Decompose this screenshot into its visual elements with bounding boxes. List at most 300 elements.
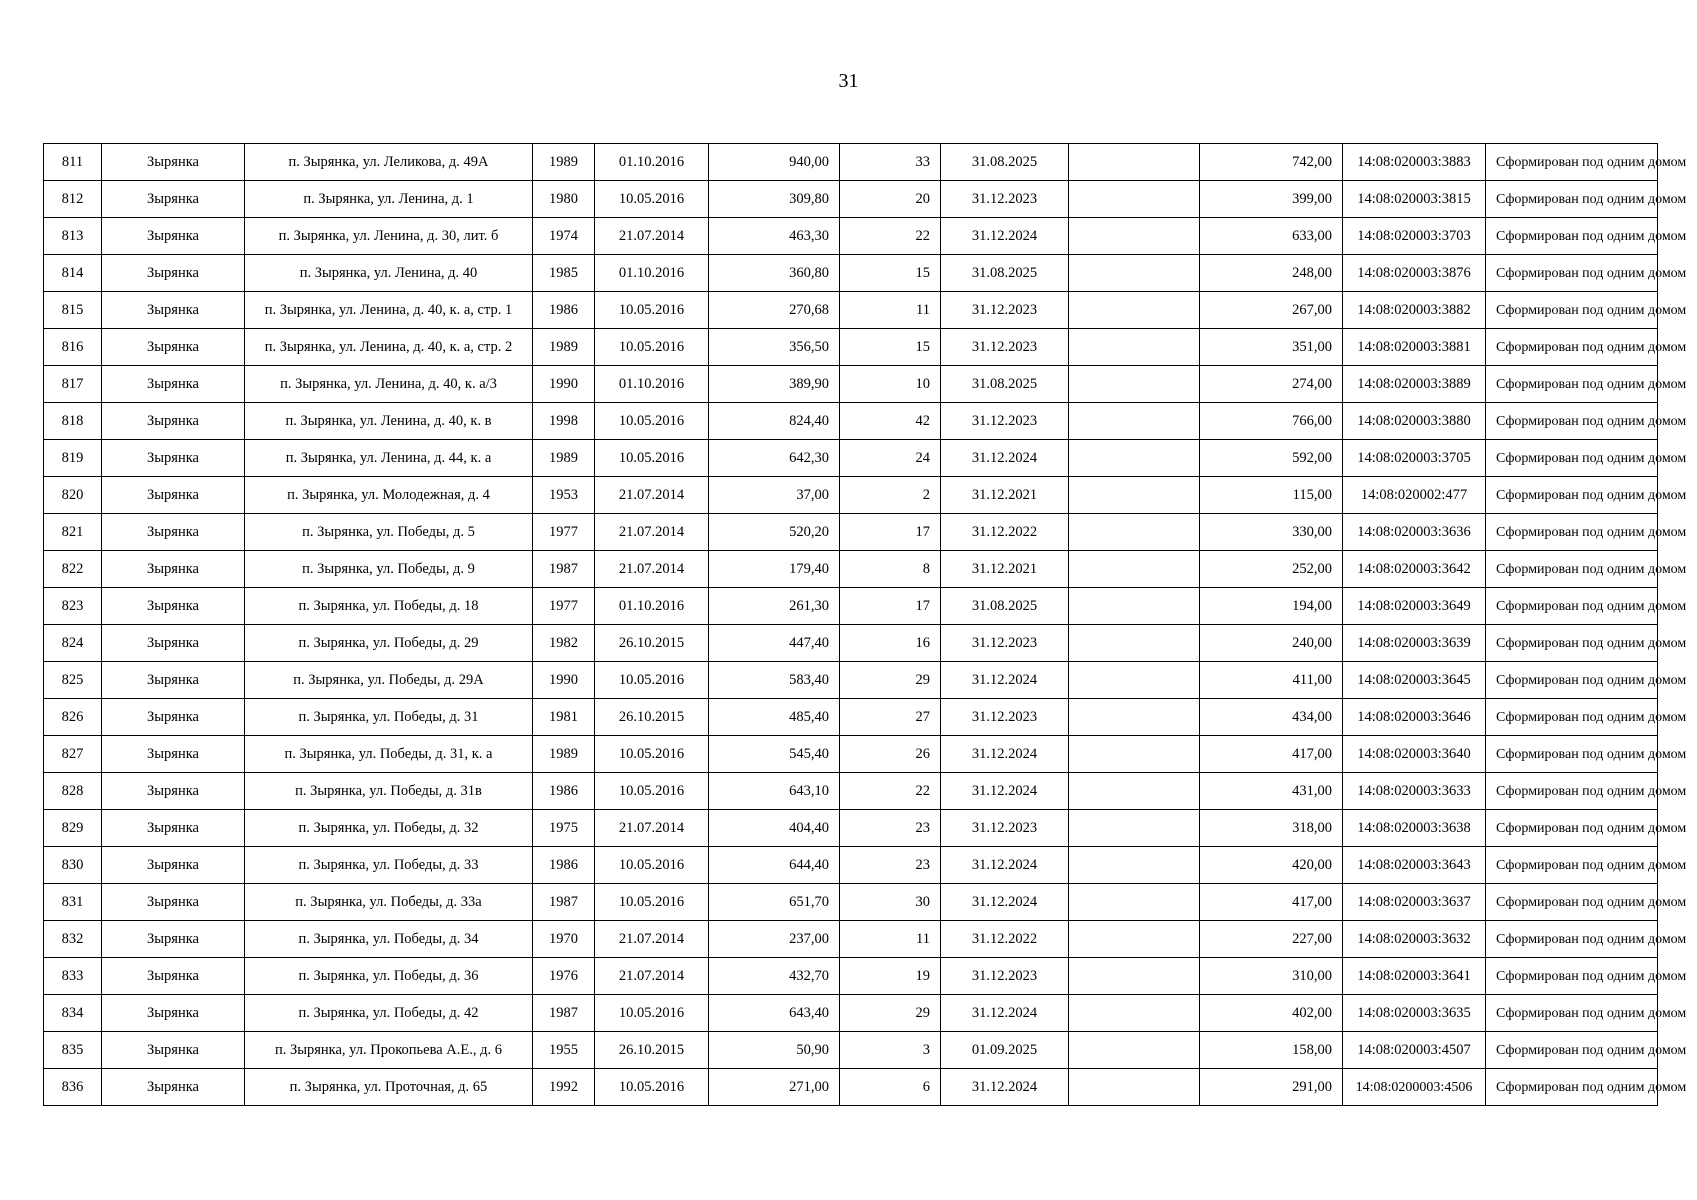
empty-cell <box>1069 884 1200 921</box>
year-cell: 1987 <box>533 884 595 921</box>
cadastral-number-cell: 14:08:020003:3703 <box>1343 218 1486 255</box>
table-row <box>44 588 1658 625</box>
note-cell: Сформирован под одним домом <box>1486 1069 1658 1106</box>
date-cell: 10.05.2016 <box>595 181 709 218</box>
cadastral-number-cell: 14:08:020003:3639 <box>1343 625 1486 662</box>
year-cell: 1986 <box>533 773 595 810</box>
count-cell: 27 <box>840 699 941 736</box>
table-body <box>44 144 1687 1106</box>
row-number: 827 <box>44 736 102 773</box>
cost-cell: 417,00 <box>1200 884 1343 921</box>
note-cell: Сформирован под одним домом <box>1486 181 1658 218</box>
cost-cell: 417,00 <box>1200 736 1343 773</box>
empty-cell <box>1069 144 1200 181</box>
deadline-cell: 31.12.2024 <box>941 1069 1069 1106</box>
count-cell: 20 <box>840 181 941 218</box>
table-row <box>44 366 1658 403</box>
empty-cell <box>1069 218 1200 255</box>
area-cell: 643,40 <box>709 995 840 1032</box>
address-cell: п. Зырянка, ул. Проточная, д. 65 <box>245 1069 533 1106</box>
table-row <box>44 625 1658 662</box>
empty-cell <box>1069 847 1200 884</box>
year-cell: 1976 <box>533 958 595 995</box>
date-cell: 10.05.2016 <box>595 736 709 773</box>
count-cell: 16 <box>840 625 941 662</box>
row-number: 819 <box>44 440 102 477</box>
row-number: 811 <box>44 144 102 181</box>
note-cell: Сформирован под одним домом <box>1486 144 1658 181</box>
address-cell: п. Зырянка, ул. Победы, д. 42 <box>245 995 533 1032</box>
date-cell: 10.05.2016 <box>595 884 709 921</box>
date-cell: 10.05.2016 <box>595 847 709 884</box>
cadastral-number-cell: 14:08:020003:3882 <box>1343 292 1486 329</box>
cost-cell: 420,00 <box>1200 847 1343 884</box>
year-cell: 1982 <box>533 625 595 662</box>
cost-cell: 115,00 <box>1200 477 1343 514</box>
table-row <box>44 1032 1658 1069</box>
year-cell: 1977 <box>533 588 595 625</box>
note-cell: Сформирован под одним домом <box>1486 329 1658 366</box>
table-row <box>44 736 1658 773</box>
locality-cell: Зырянка <box>102 736 245 773</box>
area-cell: 237,00 <box>709 921 840 958</box>
count-cell: 33 <box>840 144 941 181</box>
date-cell: 10.05.2016 <box>595 440 709 477</box>
cost-cell: 592,00 <box>1200 440 1343 477</box>
locality-cell: Зырянка <box>102 958 245 995</box>
address-cell: п. Зырянка, ул. Ленина, д. 40, к. в <box>245 403 533 440</box>
count-cell: 6 <box>840 1069 941 1106</box>
date-cell: 26.10.2015 <box>595 699 709 736</box>
locality-cell: Зырянка <box>102 699 245 736</box>
cost-cell: 399,00 <box>1200 181 1343 218</box>
date-cell: 10.05.2016 <box>595 292 709 329</box>
area-cell: 271,00 <box>709 1069 840 1106</box>
cadastral-number-cell: 14:08:020003:4507 <box>1343 1032 1486 1069</box>
cost-cell: 411,00 <box>1200 662 1343 699</box>
year-cell: 1981 <box>533 699 595 736</box>
date-cell: 01.10.2016 <box>595 144 709 181</box>
note-cell: Сформирован под одним домом <box>1486 810 1658 847</box>
cadastral-number-cell: 14:08:020003:3889 <box>1343 366 1486 403</box>
year-cell: 1975 <box>533 810 595 847</box>
table-row <box>44 995 1658 1032</box>
count-cell: 23 <box>840 810 941 847</box>
locality-cell: Зырянка <box>102 921 245 958</box>
empty-cell <box>1069 181 1200 218</box>
count-cell: 15 <box>840 329 941 366</box>
empty-cell <box>1069 440 1200 477</box>
address-cell: п. Зырянка, ул. Победы, д. 5 <box>245 514 533 551</box>
note-cell: Сформирован под одним домом <box>1486 255 1658 292</box>
area-cell: 309,80 <box>709 181 840 218</box>
deadline-cell: 31.12.2023 <box>941 403 1069 440</box>
empty-cell <box>1069 1032 1200 1069</box>
year-cell: 1989 <box>533 144 595 181</box>
cadastral-number-cell: 14:08:0200003:4506 <box>1343 1069 1486 1106</box>
address-cell: п. Зырянка, ул. Победы, д. 36 <box>245 958 533 995</box>
empty-cell <box>1069 514 1200 551</box>
date-cell: 01.10.2016 <box>595 588 709 625</box>
address-cell: п. Зырянка, ул. Победы, д. 9 <box>245 551 533 588</box>
note-cell: Сформирован под одним домом <box>1486 625 1658 662</box>
date-cell: 10.05.2016 <box>595 403 709 440</box>
address-cell: п. Зырянка, ул. Ленина, д. 1 <box>245 181 533 218</box>
deadline-cell: 31.12.2024 <box>941 218 1069 255</box>
cadastral-number-cell: 14:08:020003:3638 <box>1343 810 1486 847</box>
cost-cell: 431,00 <box>1200 773 1343 810</box>
area-cell: 824,40 <box>709 403 840 440</box>
empty-cell <box>1069 1069 1200 1106</box>
row-number: 813 <box>44 218 102 255</box>
year-cell: 1989 <box>533 736 595 773</box>
deadline-cell: 31.12.2021 <box>941 551 1069 588</box>
area-cell: 179,40 <box>709 551 840 588</box>
empty-cell <box>1069 329 1200 366</box>
table-row <box>44 1069 1658 1106</box>
area-cell: 545,40 <box>709 736 840 773</box>
date-cell: 21.07.2014 <box>595 958 709 995</box>
note-cell: Сформирован под одним домом <box>1486 884 1658 921</box>
locality-cell: Зырянка <box>102 773 245 810</box>
note-cell: Сформирован под одним домом <box>1486 218 1658 255</box>
date-cell: 21.07.2014 <box>595 514 709 551</box>
empty-cell <box>1069 403 1200 440</box>
cadastral-number-cell: 14:08:020003:3632 <box>1343 921 1486 958</box>
note-cell: Сформирован под одним домом <box>1486 995 1658 1032</box>
address-cell: п. Зырянка, ул. Победы, д. 29 <box>245 625 533 662</box>
address-cell: п. Зырянка, ул. Победы, д. 31 <box>245 699 533 736</box>
year-cell: 1992 <box>533 1069 595 1106</box>
address-cell: п. Зырянка, ул. Ленина, д. 44, к. а <box>245 440 533 477</box>
cadastral-number-cell: 14:08:020003:3649 <box>1343 588 1486 625</box>
date-cell: 21.07.2014 <box>595 810 709 847</box>
deadline-cell: 31.08.2025 <box>941 366 1069 403</box>
count-cell: 30 <box>840 884 941 921</box>
empty-cell <box>1069 255 1200 292</box>
address-cell: п. Зырянка, ул. Ленина, д. 40, к. а, стр. 1 <box>245 292 533 329</box>
empty-cell <box>1069 810 1200 847</box>
date-cell: 01.10.2016 <box>595 255 709 292</box>
cost-cell: 633,00 <box>1200 218 1343 255</box>
locality-cell: Зырянка <box>102 292 245 329</box>
table-row <box>44 144 1658 181</box>
cost-cell: 248,00 <box>1200 255 1343 292</box>
row-number: 822 <box>44 551 102 588</box>
count-cell: 19 <box>840 958 941 995</box>
address-cell: п. Зырянка, ул. Победы, д. 34 <box>245 921 533 958</box>
date-cell: 01.10.2016 <box>595 366 709 403</box>
table-row <box>44 440 1658 477</box>
row-number: 817 <box>44 366 102 403</box>
locality-cell: Зырянка <box>102 329 245 366</box>
note-cell: Сформирован под одним домом <box>1486 551 1658 588</box>
area-cell: 432,70 <box>709 958 840 995</box>
count-cell: 2 <box>840 477 941 514</box>
year-cell: 1998 <box>533 403 595 440</box>
row-number: 816 <box>44 329 102 366</box>
table-row <box>44 218 1658 255</box>
count-cell: 24 <box>840 440 941 477</box>
count-cell: 3 <box>840 1032 941 1069</box>
year-cell: 1989 <box>533 440 595 477</box>
note-cell: Сформирован под одним домом <box>1486 662 1658 699</box>
area-cell: 642,30 <box>709 440 840 477</box>
area-cell: 389,90 <box>709 366 840 403</box>
note-cell: Сформирован под одним домом <box>1486 847 1658 884</box>
count-cell: 10 <box>840 366 941 403</box>
empty-cell <box>1069 625 1200 662</box>
deadline-cell: 31.12.2024 <box>941 773 1069 810</box>
cost-cell: 766,00 <box>1200 403 1343 440</box>
deadline-cell: 31.12.2022 <box>941 921 1069 958</box>
cadastral-number-cell: 14:08:020003:3635 <box>1343 995 1486 1032</box>
row-number: 820 <box>44 477 102 514</box>
locality-cell: Зырянка <box>102 551 245 588</box>
deadline-cell: 31.12.2023 <box>941 181 1069 218</box>
area-cell: 404,40 <box>709 810 840 847</box>
page-number: 31 <box>838 70 859 92</box>
address-cell: п. Зырянка, ул. Леликова, д. 49А <box>245 144 533 181</box>
empty-cell <box>1069 551 1200 588</box>
cost-cell: 274,00 <box>1200 366 1343 403</box>
cadastral-number-cell: 14:08:020003:3643 <box>1343 847 1486 884</box>
count-cell: 22 <box>840 773 941 810</box>
row-number: 825 <box>44 662 102 699</box>
table-row <box>44 329 1658 366</box>
locality-cell: Зырянка <box>102 847 245 884</box>
empty-cell <box>1069 921 1200 958</box>
registry-table <box>43 143 1687 1106</box>
count-cell: 29 <box>840 662 941 699</box>
table-row <box>44 810 1658 847</box>
table-row <box>44 551 1658 588</box>
empty-cell <box>1069 477 1200 514</box>
count-cell: 42 <box>840 403 941 440</box>
note-cell: Сформирован под одним домом <box>1486 958 1658 995</box>
cadastral-number-cell: 14:08:020003:3880 <box>1343 403 1486 440</box>
cadastral-number-cell: 14:08:020003:3636 <box>1343 514 1486 551</box>
count-cell: 26 <box>840 736 941 773</box>
cost-cell: 402,00 <box>1200 995 1343 1032</box>
area-cell: 644,40 <box>709 847 840 884</box>
year-cell: 1987 <box>533 995 595 1032</box>
date-cell: 21.07.2014 <box>595 477 709 514</box>
deadline-cell: 31.12.2024 <box>941 847 1069 884</box>
row-number: 829 <box>44 810 102 847</box>
locality-cell: Зырянка <box>102 1069 245 1106</box>
area-cell: 37,00 <box>709 477 840 514</box>
cadastral-number-cell: 14:08:020003:3883 <box>1343 144 1486 181</box>
area-cell: 356,50 <box>709 329 840 366</box>
cost-cell: 252,00 <box>1200 551 1343 588</box>
address-cell: п. Зырянка, ул. Победы, д. 31в <box>245 773 533 810</box>
year-cell: 1974 <box>533 218 595 255</box>
cost-cell: 330,00 <box>1200 514 1343 551</box>
cost-cell: 240,00 <box>1200 625 1343 662</box>
area-cell: 583,40 <box>709 662 840 699</box>
deadline-cell: 31.12.2024 <box>941 662 1069 699</box>
year-cell: 1986 <box>533 847 595 884</box>
row-number: 831 <box>44 884 102 921</box>
count-cell: 29 <box>840 995 941 1032</box>
address-cell: п. Зырянка, ул. Победы, д. 32 <box>245 810 533 847</box>
cost-cell: 434,00 <box>1200 699 1343 736</box>
year-cell: 1955 <box>533 1032 595 1069</box>
locality-cell: Зырянка <box>102 625 245 662</box>
address-cell: п. Зырянка, ул. Победы, д. 33 <box>245 847 533 884</box>
cadastral-number-cell: 14:08:020003:3645 <box>1343 662 1486 699</box>
cadastral-number-cell: 14:08:020003:3637 <box>1343 884 1486 921</box>
deadline-cell: 31.12.2024 <box>941 995 1069 1032</box>
year-cell: 1990 <box>533 662 595 699</box>
note-cell: Сформирован под одним домом <box>1486 514 1658 551</box>
table-row <box>44 921 1658 958</box>
count-cell: 8 <box>840 551 941 588</box>
cost-cell: 267,00 <box>1200 292 1343 329</box>
deadline-cell: 31.12.2023 <box>941 958 1069 995</box>
address-cell: п. Зырянка, ул. Победы, д. 33а <box>245 884 533 921</box>
address-cell: п. Зырянка, ул. Победы, д. 31, к. а <box>245 736 533 773</box>
year-cell: 1987 <box>533 551 595 588</box>
date-cell: 10.05.2016 <box>595 1069 709 1106</box>
empty-cell <box>1069 773 1200 810</box>
table-row <box>44 292 1658 329</box>
date-cell: 21.07.2014 <box>595 551 709 588</box>
address-cell: п. Зырянка, ул. Ленина, д. 40, к. а, стр. 2 <box>245 329 533 366</box>
count-cell: 11 <box>840 292 941 329</box>
row-number: 830 <box>44 847 102 884</box>
locality-cell: Зырянка <box>102 366 245 403</box>
cadastral-number-cell: 14:08:020003:3640 <box>1343 736 1486 773</box>
locality-cell: Зырянка <box>102 440 245 477</box>
table-row <box>44 773 1658 810</box>
deadline-cell: 31.12.2023 <box>941 625 1069 662</box>
area-cell: 50,90 <box>709 1032 840 1069</box>
cost-cell: 351,00 <box>1200 329 1343 366</box>
locality-cell: Зырянка <box>102 144 245 181</box>
count-cell: 15 <box>840 255 941 292</box>
deadline-cell: 31.12.2024 <box>941 736 1069 773</box>
note-cell: Сформирован под одним домом <box>1486 773 1658 810</box>
cadastral-number-cell: 14:08:020003:3646 <box>1343 699 1486 736</box>
deadline-cell: 31.08.2025 <box>941 255 1069 292</box>
note-cell: Сформирован под одним домом <box>1486 1032 1658 1069</box>
table-row <box>44 699 1658 736</box>
date-cell: 21.07.2014 <box>595 218 709 255</box>
table-row <box>44 181 1658 218</box>
deadline-cell: 31.12.2023 <box>941 329 1069 366</box>
cost-cell: 227,00 <box>1200 921 1343 958</box>
date-cell: 10.05.2016 <box>595 995 709 1032</box>
locality-cell: Зырянка <box>102 514 245 551</box>
area-cell: 520,20 <box>709 514 840 551</box>
row-number: 826 <box>44 699 102 736</box>
empty-cell <box>1069 588 1200 625</box>
note-cell: Сформирован под одним домом <box>1486 921 1658 958</box>
empty-cell <box>1069 699 1200 736</box>
locality-cell: Зырянка <box>102 588 245 625</box>
note-cell: Сформирован под одним домом <box>1486 588 1658 625</box>
cadastral-number-cell: 14:08:020002:477 <box>1343 477 1486 514</box>
locality-cell: Зырянка <box>102 884 245 921</box>
cost-cell: 194,00 <box>1200 588 1343 625</box>
count-cell: 17 <box>840 514 941 551</box>
year-cell: 1977 <box>533 514 595 551</box>
area-cell: 651,70 <box>709 884 840 921</box>
note-cell: Сформирован под одним домом <box>1486 292 1658 329</box>
note-cell: Сформирован под одним домом <box>1486 736 1658 773</box>
table-row <box>44 884 1658 921</box>
date-cell: 10.05.2016 <box>595 773 709 810</box>
count-cell: 11 <box>840 921 941 958</box>
year-cell: 1989 <box>533 329 595 366</box>
deadline-cell: 31.08.2025 <box>941 144 1069 181</box>
row-number: 832 <box>44 921 102 958</box>
empty-cell <box>1069 736 1200 773</box>
table-row <box>44 514 1658 551</box>
note-cell: Сформирован под одним домом <box>1486 699 1658 736</box>
locality-cell: Зырянка <box>102 477 245 514</box>
deadline-cell: 31.12.2023 <box>941 292 1069 329</box>
count-cell: 23 <box>840 847 941 884</box>
cadastral-number-cell: 14:08:020003:3633 <box>1343 773 1486 810</box>
table-row <box>44 477 1658 514</box>
note-cell: Сформирован под одним домом <box>1486 477 1658 514</box>
empty-cell <box>1069 995 1200 1032</box>
year-cell: 1986 <box>533 292 595 329</box>
deadline-cell: 31.12.2024 <box>941 884 1069 921</box>
cadastral-number-cell: 14:08:020003:3641 <box>1343 958 1486 995</box>
area-cell: 447,40 <box>709 625 840 662</box>
count-cell: 17 <box>840 588 941 625</box>
locality-cell: Зырянка <box>102 810 245 847</box>
locality-cell: Зырянка <box>102 218 245 255</box>
note-cell: Сформирован под одним домом <box>1486 366 1658 403</box>
area-cell: 940,00 <box>709 144 840 181</box>
cadastral-number-cell: 14:08:020003:3815 <box>1343 181 1486 218</box>
empty-cell <box>1069 662 1200 699</box>
year-cell: 1985 <box>533 255 595 292</box>
cost-cell: 291,00 <box>1200 1069 1343 1106</box>
year-cell: 1953 <box>533 477 595 514</box>
year-cell: 1970 <box>533 921 595 958</box>
locality-cell: Зырянка <box>102 403 245 440</box>
date-cell: 10.05.2016 <box>595 329 709 366</box>
area-cell: 463,30 <box>709 218 840 255</box>
row-number: 823 <box>44 588 102 625</box>
note-cell: Сформирован под одним домом <box>1486 440 1658 477</box>
count-cell: 22 <box>840 218 941 255</box>
cadastral-number-cell: 14:08:020003:3642 <box>1343 551 1486 588</box>
address-cell: п. Зырянка, ул. Молодежная, д. 4 <box>245 477 533 514</box>
table-row <box>44 847 1658 884</box>
deadline-cell: 31.12.2023 <box>941 810 1069 847</box>
address-cell: п. Зырянка, ул. Ленина, д. 30, лит. б <box>245 218 533 255</box>
date-cell: 10.05.2016 <box>595 662 709 699</box>
year-cell: 1990 <box>533 366 595 403</box>
row-number: 836 <box>44 1069 102 1106</box>
date-cell: 21.07.2014 <box>595 921 709 958</box>
row-number: 815 <box>44 292 102 329</box>
row-number: 833 <box>44 958 102 995</box>
year-cell: 1980 <box>533 181 595 218</box>
deadline-cell: 31.12.2023 <box>941 699 1069 736</box>
locality-cell: Зырянка <box>102 1032 245 1069</box>
address-cell: п. Зырянка, ул. Победы, д. 29А <box>245 662 533 699</box>
row-number: 824 <box>44 625 102 662</box>
empty-cell <box>1069 292 1200 329</box>
